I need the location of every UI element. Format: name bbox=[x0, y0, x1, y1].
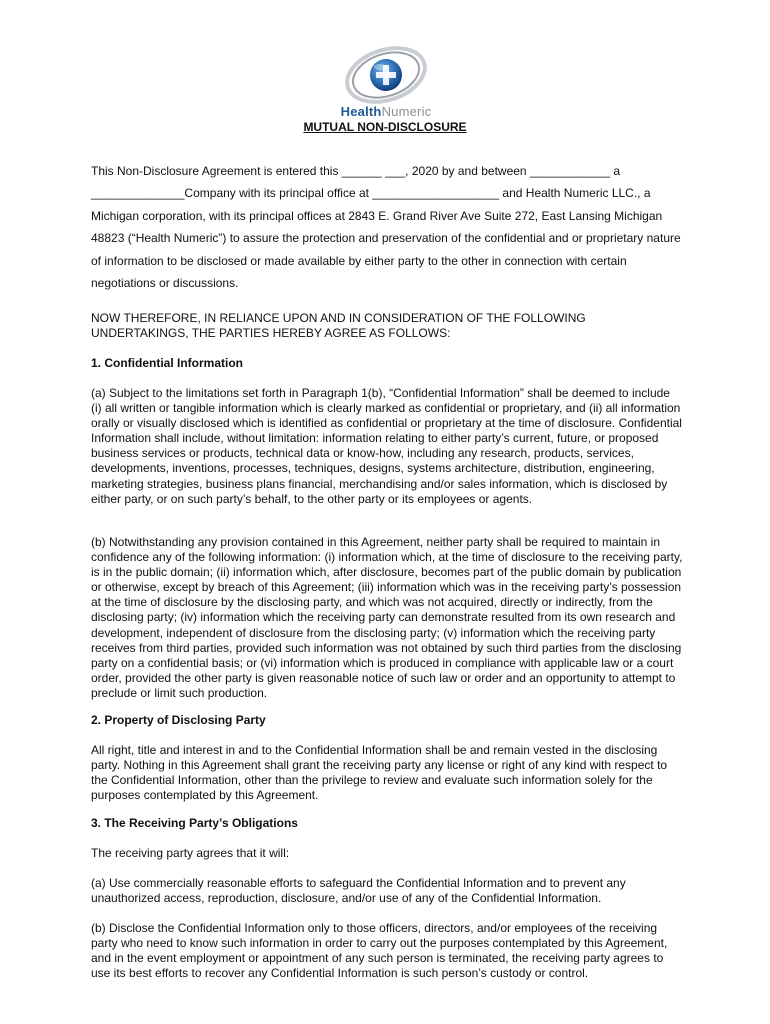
section-1-heading: 1. Confidential Information bbox=[91, 356, 243, 370]
section-2-paragraph: All right, title and interest in and to the Confidential Information shall be and remain vested in the disclosing party. Nothing in this Agreement shall grant the receiving party any license or right of any kind with respect to the Confidential Information, other than the privilege to review and evaluate such information solely for the purposes contemplated by this Agreement. bbox=[91, 743, 668, 803]
logo-emblem-icon bbox=[318, 46, 454, 106]
section-2-heading: 2. Property of Disclosing Party bbox=[91, 713, 266, 727]
document-title: MUTUAL NON-DISCLOSURE bbox=[303, 120, 467, 134]
health-numeric-logo bbox=[318, 46, 454, 120]
logo-wordmark: HealthNumeric bbox=[340, 104, 432, 119]
section-3a-paragraph: (a) Use commercially reasonable efforts to safeguard the Confidential Information and to prevent any unauthorized access, reproduction, disclosure, and/or use of any of the Confidential Information. bbox=[91, 876, 626, 906]
section-1a-paragraph: (a) Subject to the limitations set forth in Paragraph 1(b), “Confidential Information” shall be deemed to include (i) all written or tangible information which is clearly marked as confidential or proprietary, and (ii) all information orally or visually disclosed which is identified as confidential or proprietary at the time of disclosure. Confidential Information shall include, without limitation: information relating to either party’s current, future, or proposed business services or products, technical data or know-how, including any research, products, services, developments, inventions, processes, techniques, designs, systems architecture, distribution, engineering, marketing strategies, business plans financial, merchandising and/or sales information, which is disclosed by either party, or on such party’s behalf, to the other party or its employees or agents. bbox=[91, 386, 682, 506]
section-1b-paragraph: (b) Notwithstanding any provision contained in this Agreement, neither party shall be required to maintain in confidence any of the following information: (i) information which, at the time of disclosure to the receiving party, is in the public domain; (ii) information which, after disclosure, becomes part of the public domain by publication or otherwise, except by breach of this Agreement; (iii) information which was in the receiving party’s possession at the time of disclosure by the disclosing party, and which was not acquired, directly or indirectly, from the disclosing party; (iv) information which the receiving party can demonstrate resulted from its own research and development, independent of disclosure from the disclosing party; (v) information which the receiving party receives from third parties, provided such information was not obtained by such third parties from the disclosing party on a confidential basis; or (vi) information which is produced in compliance with applicable law or a court order, provided the other party is given reasonable notice of such law or order and an opportunity to attempt to preclude or limit such production. bbox=[91, 535, 683, 700]
section-3-lead: The receiving party agrees that it will: bbox=[91, 846, 290, 860]
now-therefore-paragraph: NOW THEREFORE, IN RELIANCE UPON AND IN CONSIDERATION OF THE FOLLOWING UNDERTAKINGS, THE PARTIES HEREBY AGREE AS FOLLOWS: bbox=[91, 311, 586, 341]
section-3-heading: 3. The Receiving Party’s Obligations bbox=[91, 816, 298, 830]
intro-paragraph: This Non-Disclosure Agreement is entered this ______ ___, 2020 by and between ____________ a ______________Company with its principal office at ___________________ and Health Numeric LLC., a Michigan corporation, with its principal offices at 2843 E. Grand River Ave Suite 272, East Lansing Michigan 48823 (“Health Numeric”) to assure the protection and preservation of the confidential and or proprietary nature of information to be disclosed or made available by either party to the other in connection with certain negotiations or discussions. bbox=[91, 164, 681, 291]
section-3b-paragraph: (b) Disclose the Confidential Information only to those officers, directors, and/or employees of the receiving party who need to know such information in order to carry out the purposes contemplated by this Agreement, and in the event employment or appointment of any such person is terminated, the receiving party agrees to use its best efforts to recover any Confidential Information is such person’s custody or control. bbox=[91, 921, 668, 981]
